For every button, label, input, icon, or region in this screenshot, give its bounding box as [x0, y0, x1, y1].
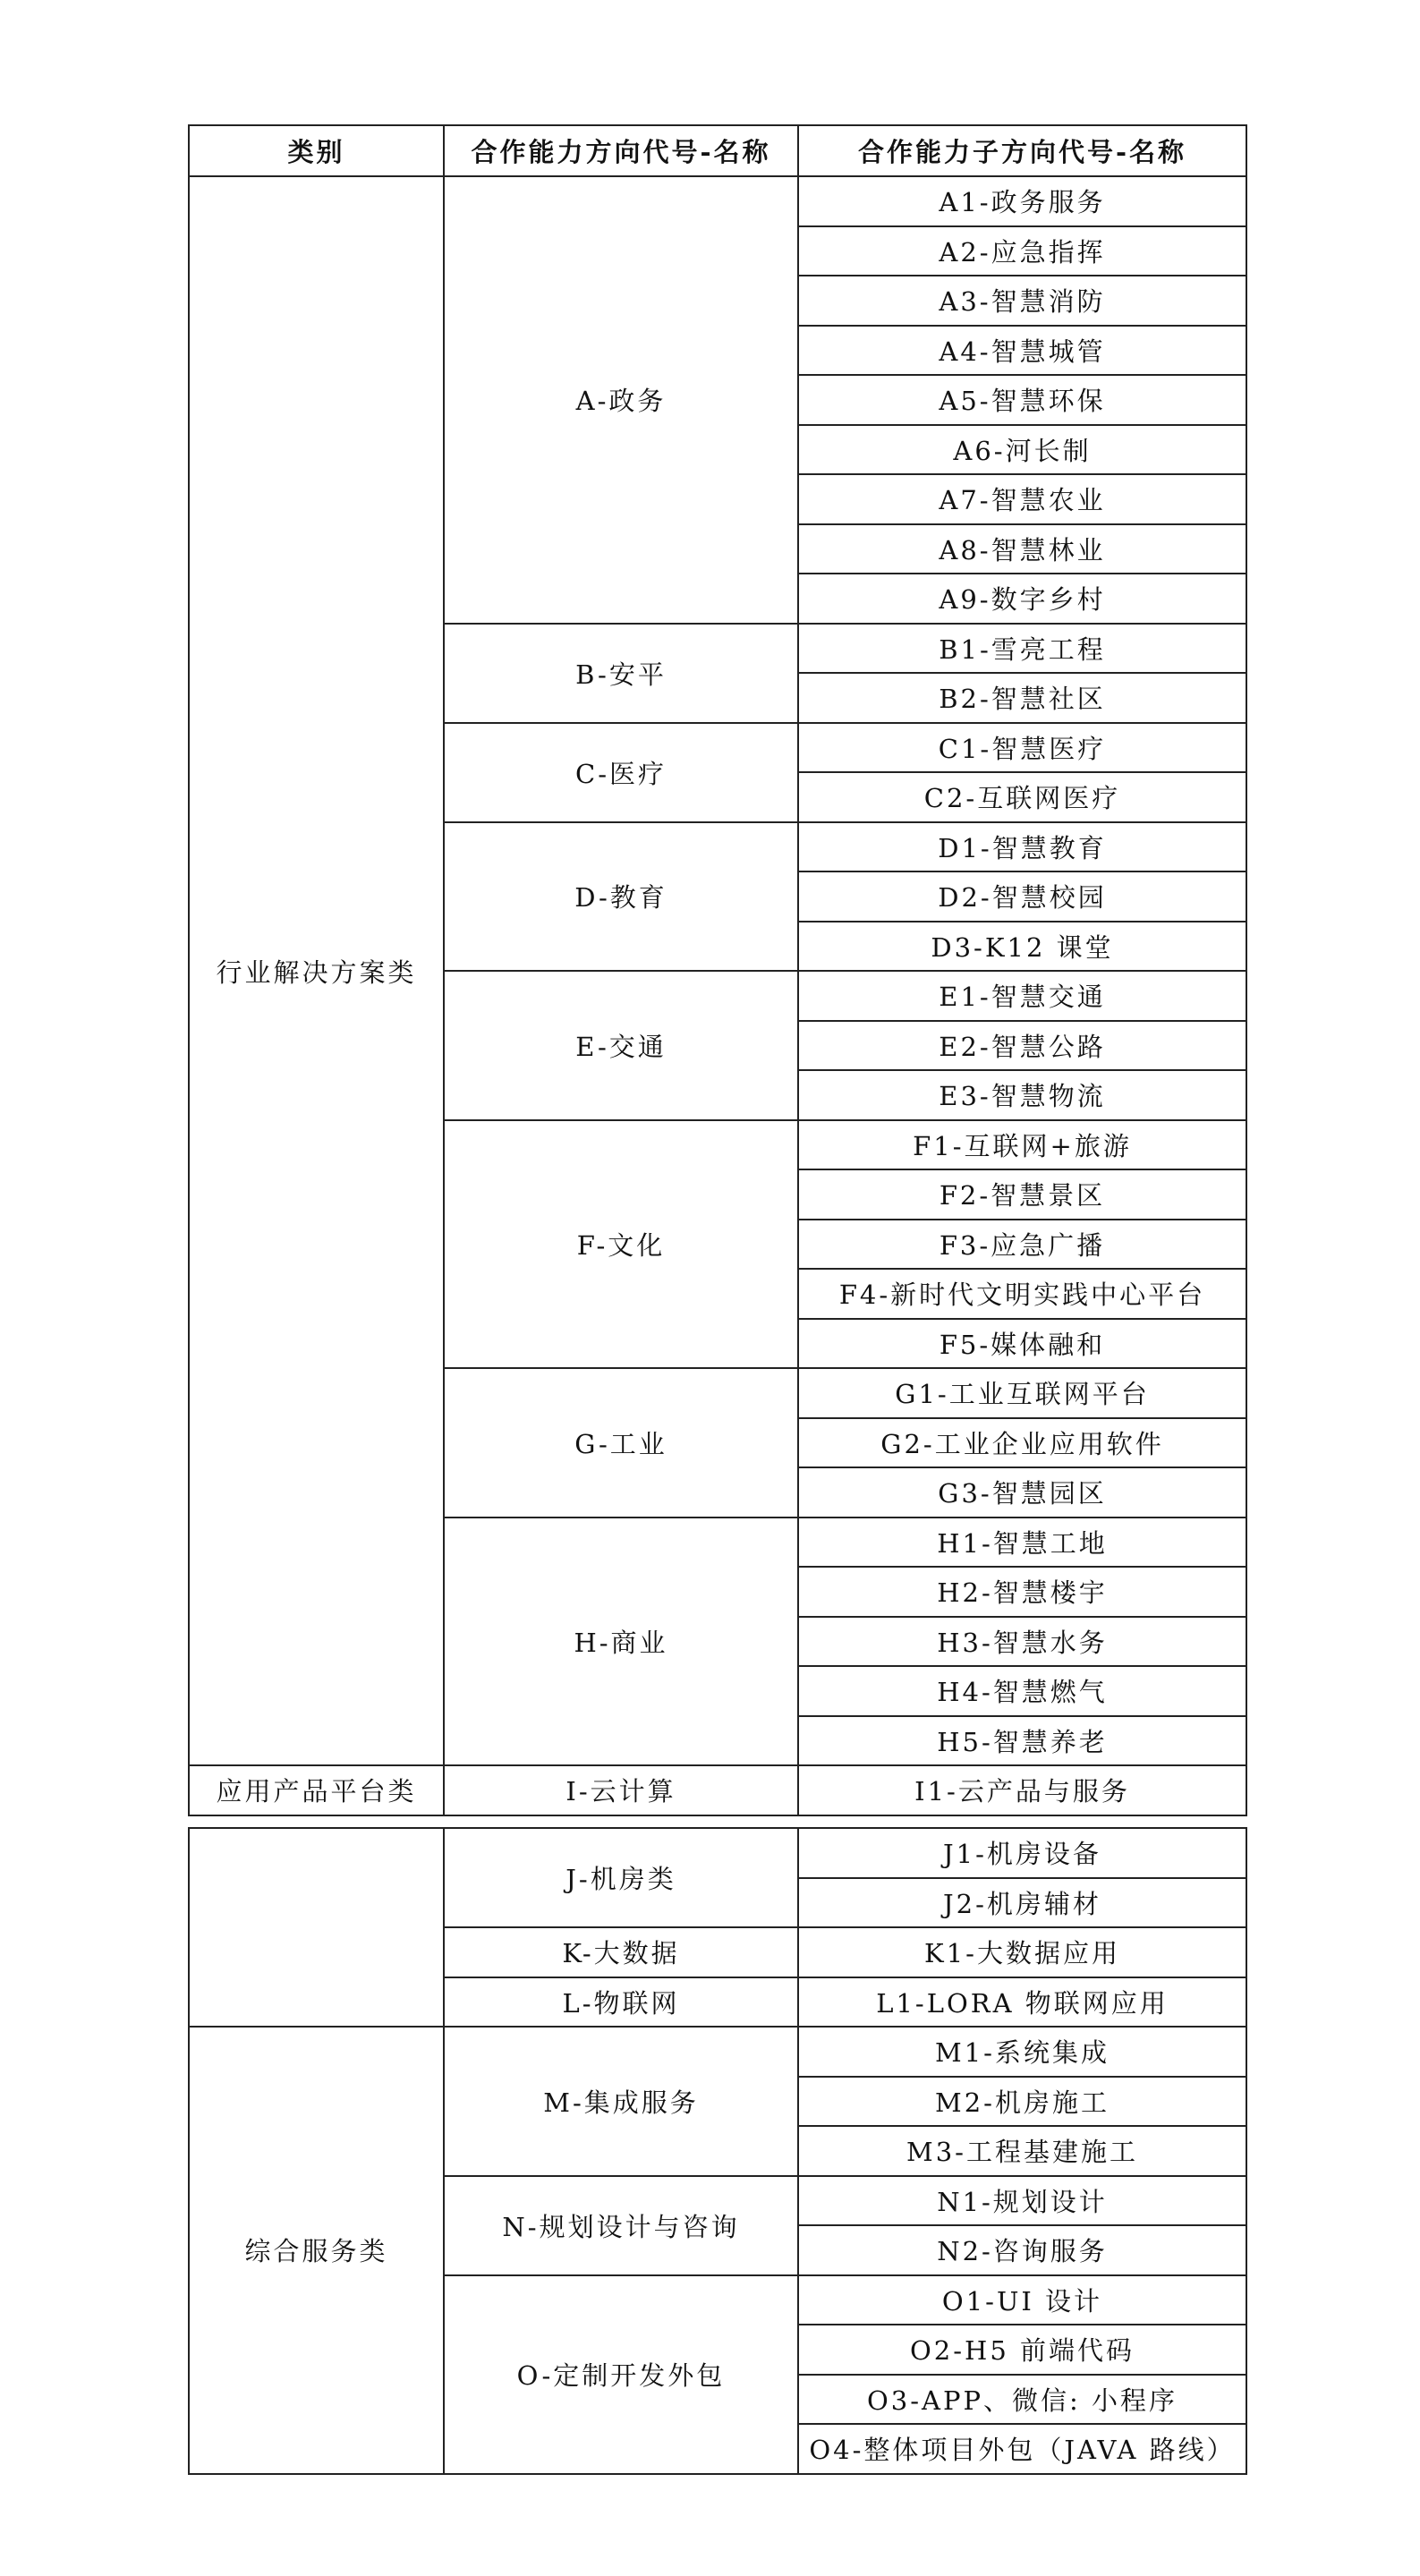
direction-d: D-教育	[444, 822, 798, 972]
sub-h1: H1-智慧工地	[798, 1518, 1246, 1568]
direction-g: G-工业	[444, 1368, 798, 1518]
sub-k1: K1-大数据应用	[798, 1927, 1246, 1977]
sub-c1: C1-智慧医疗	[798, 723, 1246, 773]
sub-f2: F2-智慧景区	[798, 1169, 1246, 1220]
sub-o1: O1-UI 设计	[798, 2275, 1246, 2325]
category-app: 应用产品平台类	[189, 1765, 444, 1815]
sub-h2: H2-智慧楼宇	[798, 1567, 1246, 1617]
sub-a2: A2-应急指挥	[798, 226, 1246, 276]
direction-a: A-政务	[444, 176, 798, 624]
sub-a9: A9-数字乡村	[798, 574, 1246, 624]
sub-j1: J1-机房设备	[798, 1828, 1246, 1878]
direction-c: C-医疗	[444, 723, 798, 822]
direction-b: B-安平	[444, 624, 798, 723]
direction-f: F-文化	[444, 1120, 798, 1369]
category-empty	[189, 1828, 444, 2027]
sub-g2: G2-工业企业应用软件	[798, 1418, 1246, 1468]
category-service: 综合服务类	[189, 2027, 444, 2474]
sub-f4: F4-新时代文明实践中心平台	[798, 1269, 1246, 1319]
direction-m: M-集成服务	[444, 2027, 798, 2176]
sub-f3: F3-应急广播	[798, 1220, 1246, 1270]
sub-a3: A3-智慧消防	[798, 276, 1246, 326]
sub-b1: B1-雪亮工程	[798, 624, 1246, 674]
header-direction: 合作能力方向代号-名称	[444, 125, 798, 176]
capability-table-part1	[188, 124, 1247, 1816]
sub-d1: D1-智慧教育	[798, 822, 1246, 872]
header-category: 类别	[189, 125, 444, 176]
direction-j: J-机房类	[444, 1828, 798, 1927]
sub-h4: H4-智慧燃气	[798, 1666, 1246, 1716]
direction-k: K-大数据	[444, 1927, 798, 1977]
sub-j2: J2-机房辅材	[798, 1878, 1246, 1928]
sub-l1: L1-LORA 物联网应用	[798, 1977, 1246, 2028]
sub-a6: A6-河长制	[798, 425, 1246, 475]
sub-o3: O3-APP、微信: 小程序	[798, 2375, 1246, 2425]
sub-a5: A5-智慧环保	[798, 375, 1246, 425]
sub-f5: F5-媒体融和	[798, 1319, 1246, 1369]
sub-d3: D3-K12 课堂	[798, 922, 1246, 972]
sub-c2: C2-互联网医疗	[798, 772, 1246, 822]
sub-m3: M3-工程基建施工	[798, 2126, 1246, 2176]
sub-e2: E2-智慧公路	[798, 1021, 1246, 1071]
direction-e: E-交通	[444, 971, 798, 1120]
direction-h: H-商业	[444, 1518, 798, 1766]
sub-h5: H5-智慧养老	[798, 1716, 1246, 1766]
sub-g1: G1-工业互联网平台	[798, 1368, 1246, 1418]
sub-f1: F1-互联网+旅游	[798, 1120, 1246, 1170]
sub-g3: G3-智慧园区	[798, 1467, 1246, 1518]
header-subdirection: 合作能力子方向代号-名称	[798, 125, 1246, 176]
sub-o2: O2-H5 前端代码	[798, 2325, 1246, 2375]
direction-n: N-规划设计与咨询	[444, 2176, 798, 2275]
sub-d2: D2-智慧校园	[798, 871, 1246, 922]
sub-a1: A1-政务服务	[798, 176, 1246, 226]
category-industry: 行业解决方案类	[189, 176, 444, 1765]
sub-a8: A8-智慧林业	[798, 524, 1246, 574]
sub-a7: A7-智慧农业	[798, 474, 1246, 524]
sub-e3: E3-智慧物流	[798, 1070, 1246, 1120]
sub-b2: B2-智慧社区	[798, 673, 1246, 723]
sub-i1: I1-云产品与服务	[798, 1765, 1246, 1815]
sub-n1: N1-规划设计	[798, 2176, 1246, 2226]
direction-i: I-云计算	[444, 1765, 798, 1815]
sub-a4: A4-智慧城管	[798, 326, 1246, 376]
sub-m2: M2-机房施工	[798, 2077, 1246, 2127]
direction-o: O-定制开发外包	[444, 2275, 798, 2474]
sub-n2: N2-咨询服务	[798, 2225, 1246, 2275]
sub-m1: M1-系统集成	[798, 2027, 1246, 2077]
capability-table-part2	[188, 1827, 1247, 2475]
sub-h3: H3-智慧水务	[798, 1617, 1246, 1667]
sub-o4: O4-整体项目外包（JAVA 路线）	[798, 2424, 1246, 2474]
direction-l: L-物联网	[444, 1977, 798, 2028]
sub-e1: E1-智慧交通	[798, 971, 1246, 1021]
